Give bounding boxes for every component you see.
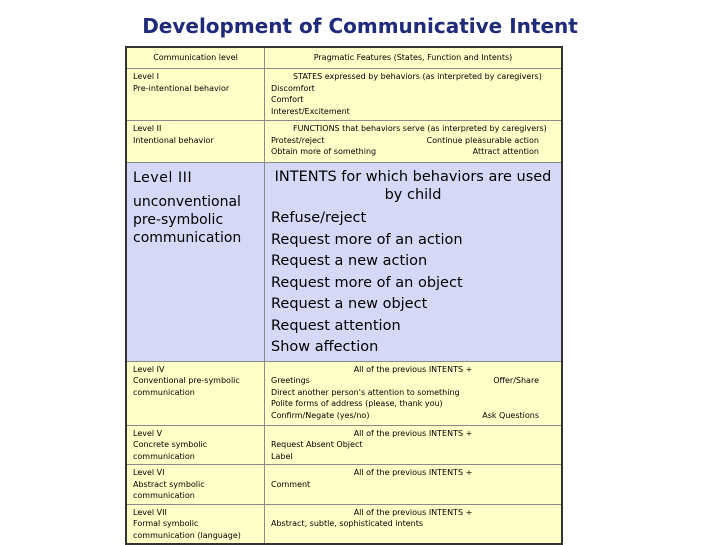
features-cell bbox=[265, 465, 563, 505]
list-item: Polite forms of address (please, thank you) bbox=[271, 399, 443, 408]
table-row bbox=[126, 465, 562, 505]
table-row bbox=[126, 361, 562, 425]
level-description: Concrete symbolic communication bbox=[133, 440, 208, 461]
level-description: unconventional pre-symbolic communication bbox=[133, 194, 242, 246]
features-cell bbox=[265, 121, 563, 163]
table-row bbox=[126, 121, 562, 163]
list-item: Request Absent Object bbox=[271, 440, 363, 449]
level-description: Abstract symbolic communication bbox=[133, 479, 205, 500]
list-item: Interest/Excitement bbox=[271, 106, 350, 116]
features-heading: All of the previous INTENTS + bbox=[353, 507, 473, 517]
level-label: Level I bbox=[133, 72, 160, 81]
features-heading: FUNCTIONS that behaviors serve (as interpreted by caregivers) bbox=[293, 124, 547, 133]
level-cell bbox=[126, 361, 265, 425]
level-label: Level V bbox=[133, 428, 163, 438]
page-title: Development of Communicative Intent bbox=[142, 14, 578, 38]
features-cell bbox=[265, 504, 563, 544]
level-cell bbox=[126, 425, 265, 465]
level-cell bbox=[126, 504, 265, 544]
communication-table bbox=[125, 46, 563, 545]
list-item-pair bbox=[271, 375, 555, 387]
list-item: Comfort bbox=[271, 95, 304, 104]
level-label: Level VII bbox=[133, 507, 167, 517]
list-item: Request a new action bbox=[271, 253, 428, 269]
features-cell bbox=[265, 163, 563, 362]
table-row bbox=[126, 425, 562, 465]
level-description: Intentional behavior bbox=[133, 135, 214, 145]
list-item: Protest/reject bbox=[271, 135, 325, 145]
header-pragmatic-features: Pragmatic Features (States, Function and Intents) bbox=[265, 47, 563, 69]
list-item: Comment bbox=[271, 479, 311, 489]
level-label: Level III bbox=[133, 170, 193, 186]
list-item: Continue pleasurable action bbox=[426, 135, 539, 145]
list-item: Confirm/Negate (yes/no) bbox=[271, 410, 370, 420]
list-item: Offer/Share bbox=[493, 376, 539, 385]
list-item-pair bbox=[271, 135, 555, 147]
features-heading: INTENTS for which behaviors are used by child bbox=[274, 169, 552, 203]
level-description: Formal symbolic communication (language) bbox=[133, 519, 241, 540]
level-label: Level II bbox=[133, 124, 162, 133]
list-item-pair bbox=[271, 410, 555, 422]
list-item: Request a new object bbox=[271, 296, 428, 312]
list-item: Refuse/reject bbox=[271, 210, 367, 226]
features-cell bbox=[265, 361, 563, 425]
level-cell bbox=[126, 465, 265, 505]
list-item: Request more of an object bbox=[271, 274, 463, 291]
features-heading: All of the previous INTENTS + bbox=[353, 428, 473, 438]
level-label: Level IV bbox=[133, 364, 165, 374]
list-item: Direct another person's attention to something bbox=[271, 387, 460, 397]
table-row-highlighted bbox=[126, 163, 562, 362]
list-item: Show affection bbox=[271, 339, 379, 355]
level-cell bbox=[126, 69, 265, 121]
list-item: Ask Questions bbox=[482, 410, 539, 420]
level-description: Conventional pre-symbolic communication bbox=[133, 376, 240, 397]
list-item-pair bbox=[271, 146, 555, 158]
table-row bbox=[126, 504, 562, 544]
header-communication-level: Communication level bbox=[126, 47, 265, 69]
features-cell bbox=[265, 425, 563, 465]
list-item: Request attention bbox=[271, 317, 401, 334]
list-item: Attract attention bbox=[472, 147, 539, 156]
features-heading: All of the previous INTENTS + bbox=[353, 364, 473, 374]
list-item: Request more of an action bbox=[271, 231, 463, 248]
features-heading: All of the previous INTENTS + bbox=[353, 468, 473, 477]
level-cell bbox=[126, 163, 265, 362]
list-item: Obtain more of something bbox=[271, 147, 377, 156]
table-row bbox=[126, 69, 562, 121]
list-item: Greetings bbox=[271, 376, 310, 385]
table-header-row bbox=[126, 47, 562, 69]
features-heading: STATES expressed by behaviors (as interpreted by caregivers) bbox=[293, 72, 542, 81]
level-label: Level VI bbox=[133, 468, 165, 477]
level-cell bbox=[126, 121, 265, 163]
list-item: Label bbox=[271, 451, 293, 461]
list-item: Abstract, subtle, sophisticated intents bbox=[271, 519, 424, 528]
list-item: Discomfort bbox=[271, 83, 315, 93]
level-description: Pre-intentional behavior bbox=[133, 83, 230, 93]
features-cell bbox=[265, 69, 563, 121]
